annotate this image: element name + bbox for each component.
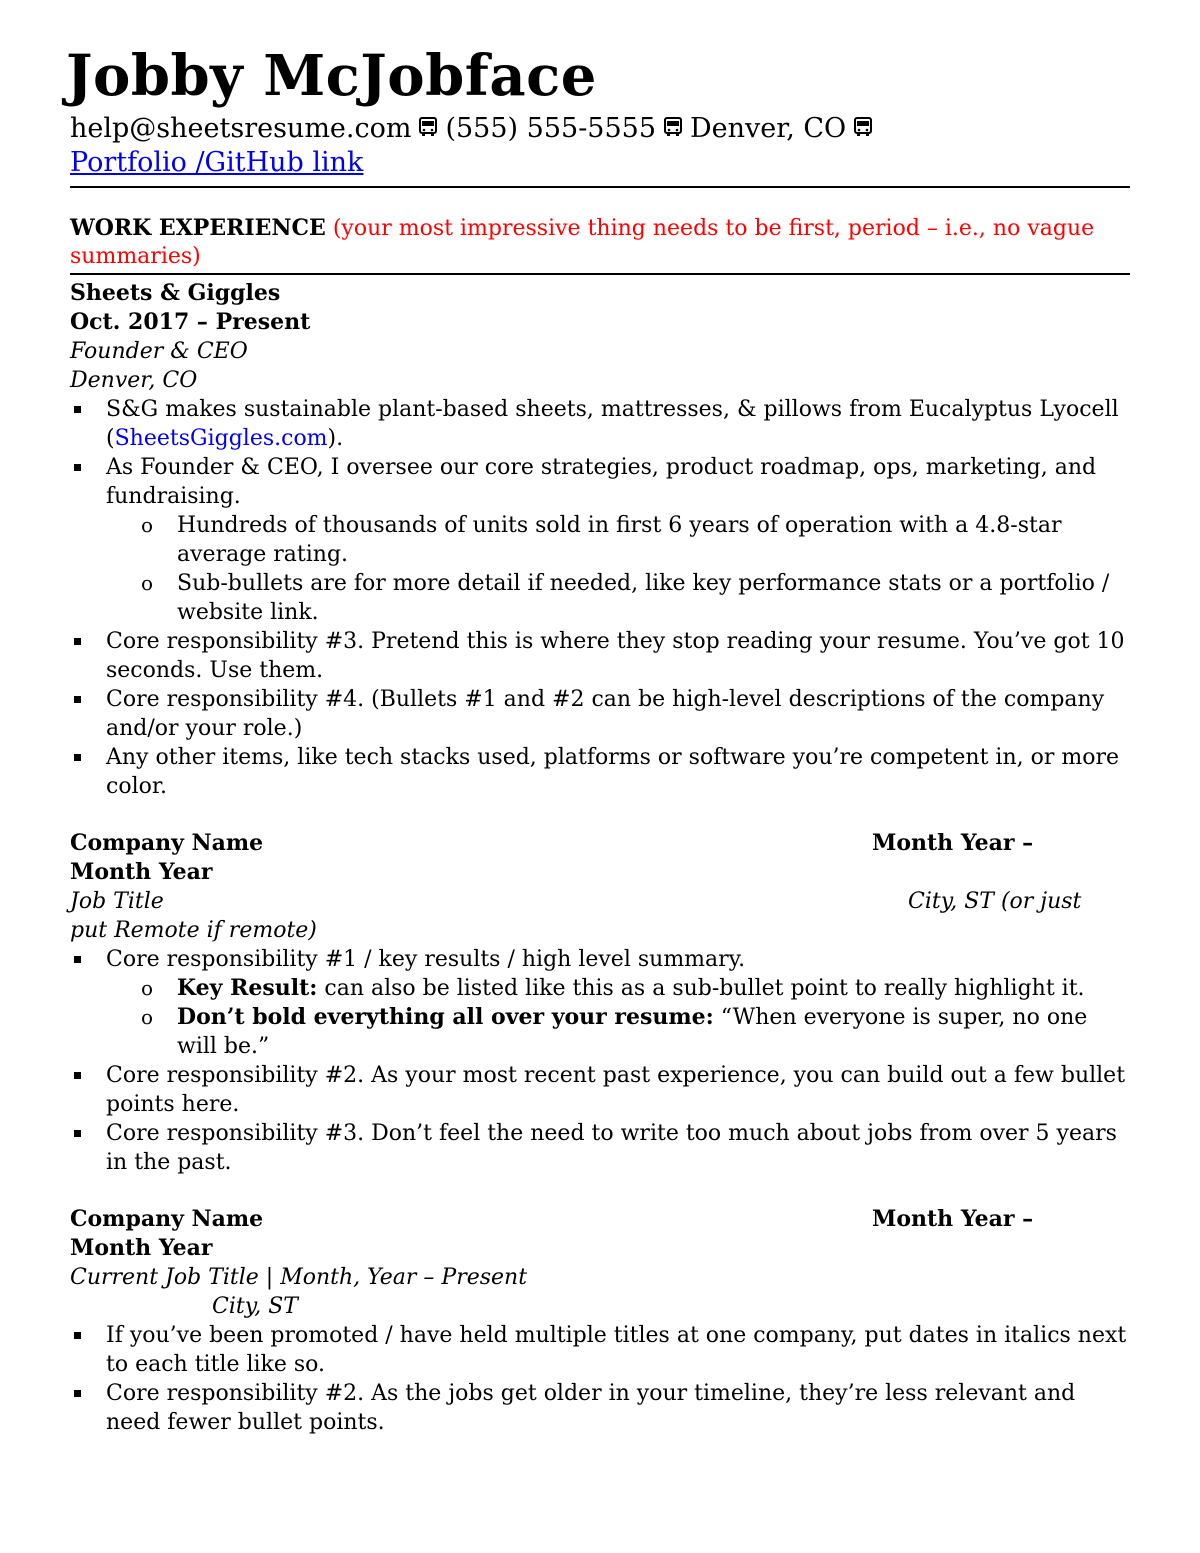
- section-note: (your most impressive thing needs to be first, period – i.e., no vague summaries): [70, 216, 1095, 269]
- sub-bullet-list: [70, 974, 1130, 1061]
- job-location-cont: put Remote if remote): [70, 918, 317, 943]
- location-text: Denver, CO: [690, 113, 847, 144]
- bullet-list: [70, 1061, 1130, 1177]
- sub-list-item: o Don’t bold everything all over your resume: “When everyone is super, no one will be.”: [70, 1003, 1130, 1061]
- list-item: Core responsibility #1 / key results / high level summary.: [70, 945, 1130, 974]
- website-link[interactable]: SheetsGiggles.com: [114, 426, 328, 451]
- job-dates: Oct. 2017 – Present: [70, 309, 311, 335]
- bullet-list: [70, 1321, 1130, 1437]
- job-dates-end: Month Year: [70, 1235, 213, 1261]
- job-header-row: [70, 1205, 1130, 1234]
- list-item: Any other items, like tech stacks used, platforms or software you’re competent in, or more color.: [70, 743, 1130, 801]
- list-item: S&G makes sustainable plant-based sheets, mattresses, & pillows from Eucalyptus Lyocell (SheetsGiggles.com).: [70, 395, 1130, 453]
- phone-text: (555) 555-5555: [445, 113, 657, 144]
- list-item: If you’ve been promoted / have held multiple titles at one company, put dates in italics next to each title like so.: [70, 1321, 1130, 1379]
- bus-icon: [662, 116, 684, 138]
- job-entry: [70, 829, 1130, 1177]
- list-item: Core responsibility #2. As your most recent past experience, you can build out a few bullet points here.: [70, 1061, 1130, 1119]
- job-dates-start: Month Year –: [872, 830, 1034, 856]
- header-divider: [70, 186, 1130, 188]
- sub-bullet-list: [70, 511, 1130, 627]
- job-entry: [70, 1205, 1130, 1437]
- job-dates-start: Month Year –: [872, 1206, 1034, 1232]
- bus-icon: [417, 116, 439, 138]
- job-location: Denver, CO: [70, 368, 198, 393]
- section-divider: [70, 273, 1130, 275]
- list-item: Core responsibility #2. As the jobs get older in your timeline, they’re less relevant and need fewer bullet points.: [70, 1379, 1130, 1437]
- portfolio-line: [70, 146, 1130, 180]
- section-title: WORK EXPERIENCE: [70, 215, 326, 241]
- sub-list-item: o Sub-bullets are for more detail if needed, like key performance stats or a portfolio / website link.: [70, 569, 1130, 627]
- bullet-list: [70, 627, 1130, 801]
- company-name: Company Name: [70, 830, 264, 856]
- job-title-line: Current Job Title | Month, Year – Present: [70, 1265, 528, 1290]
- job-title-row: [70, 887, 1130, 916]
- resume-name: Jobby McJobface: [66, 43, 597, 109]
- resume-page: [66, 40, 1130, 1437]
- job-location: City, ST (or just: [908, 889, 1082, 914]
- bullet-list: [70, 395, 1130, 511]
- contact-line: [70, 112, 1130, 146]
- list-item: Core responsibility #4. (Bullets #1 and #2 can be high-level descriptions of the company and/or your role.): [70, 685, 1130, 743]
- company-name: Sheets & Giggles: [70, 280, 281, 306]
- company-name: Company Name: [70, 1206, 264, 1232]
- job-title: Job Title: [70, 889, 164, 914]
- job-title: Founder & CEO: [70, 339, 248, 364]
- list-item: Core responsibility #3. Don’t feel the need to write too much about jobs from over 5 years in the past.: [70, 1119, 1130, 1177]
- sub-list-item: o Key Result: can also be listed like this as a sub-bullet point to really highlight it.: [70, 974, 1130, 1003]
- section-heading: [70, 214, 1130, 271]
- job-header-row: [70, 829, 1130, 858]
- job-dates-end: Month Year: [70, 859, 213, 885]
- bullet-list: [70, 945, 1130, 974]
- job-entry: [70, 279, 1130, 801]
- job-location: City, ST: [212, 1294, 298, 1319]
- list-item: As Founder & CEO, I oversee our core strategies, product roadmap, ops, marketing, and fundraising.: [70, 453, 1130, 511]
- sub-list-item: o Hundreds of thousands of units sold in first 6 years of operation with a 4.8-star average rating.: [70, 511, 1130, 569]
- portfolio-link[interactable]: Portfolio /GitHub link: [70, 147, 364, 178]
- bus-icon: [852, 116, 874, 138]
- list-item: Core responsibility #3. Pretend this is where they stop reading your resume. You’ve got 10 seconds. Use them.: [70, 627, 1130, 685]
- email-text: help@sheetsresume.com: [70, 113, 412, 144]
